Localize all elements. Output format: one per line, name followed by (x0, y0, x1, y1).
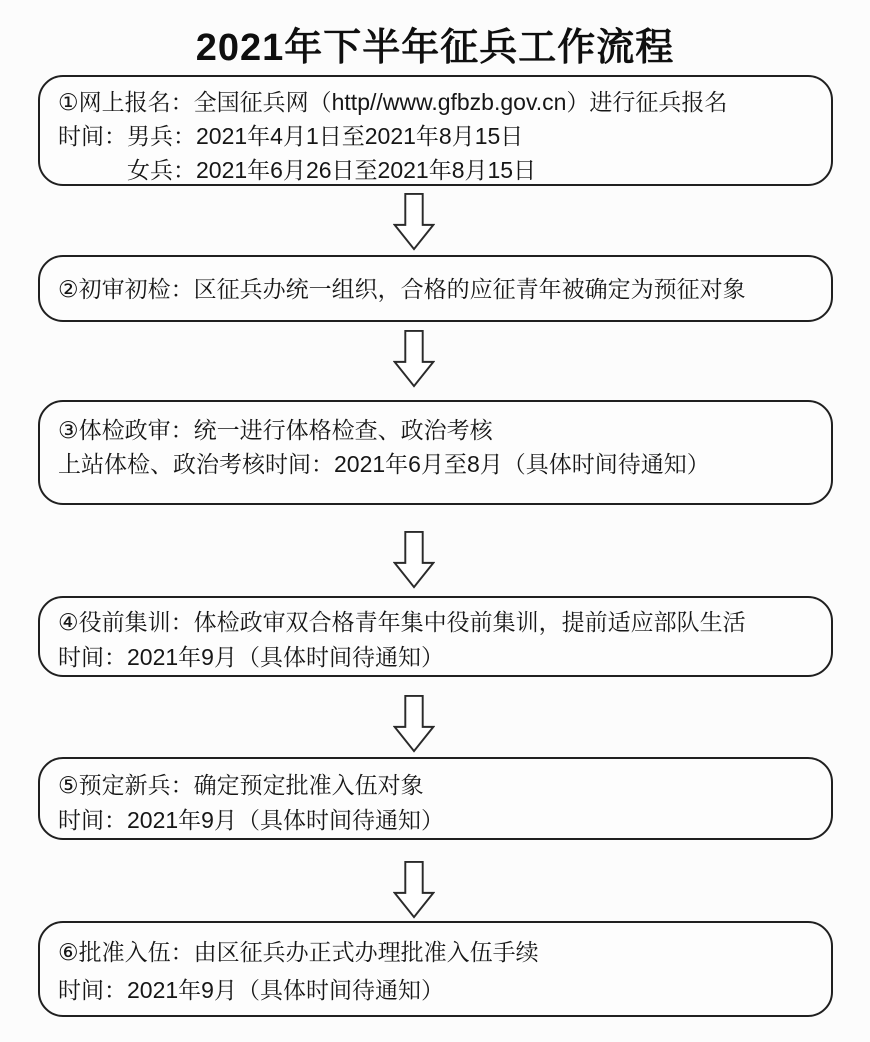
step-line: ②初审初检：区征兵办统一组织，合格的应征青年被确定为预征对象 (58, 275, 746, 302)
down-arrow-icon (393, 861, 435, 919)
step-box-approved-enlistment (38, 921, 833, 1017)
step-box-online-registration (38, 75, 833, 186)
step-line: ①网上报名：全国征兵网（http//www.gfbzb.gov.cn）进行征兵报名 (58, 89, 728, 115)
page-title: 2021年下半年征兵工作流程 (195, 27, 675, 69)
step-line: ③体检政审：统一进行体格检查、政治考核 (58, 417, 493, 443)
down-arrow-icon (393, 531, 435, 589)
down-arrow-icon (393, 330, 435, 388)
step-box-pre-service-training (38, 596, 833, 677)
step-box-pre-designated-recruits (38, 757, 833, 840)
down-arrow-icon (393, 193, 435, 251)
step-line: 女兵：2021年6月26日至2021年8月15日 (127, 157, 537, 183)
step-line: 时间：2021年9月（具体时间待通知） (58, 977, 444, 1003)
step-line: 时间：2021年9月（具体时间待通知） (58, 807, 444, 833)
step-line: ④役前集训：体检政审双合格青年集中役前集训，提前适应部队生活 (58, 609, 746, 635)
step-line: ⑤预定新兵：确定预定批准入伍对象 (58, 772, 424, 798)
step-box-exam-review (38, 400, 833, 505)
step-box-initial-review (38, 255, 833, 322)
step-line: 时间：2021年9月（具体时间待通知） (58, 644, 444, 670)
step-line: 时间：男兵：2021年4月1日至2021年8月15日 (58, 123, 524, 149)
step-line: 上站体检、政治考核时间：2021年6月至8月（具体时间待通知） (58, 451, 710, 477)
down-arrow-icon (393, 695, 435, 753)
step-line: ⑥批准入伍：由区征兵办正式办理批准入伍手续 (58, 939, 539, 965)
